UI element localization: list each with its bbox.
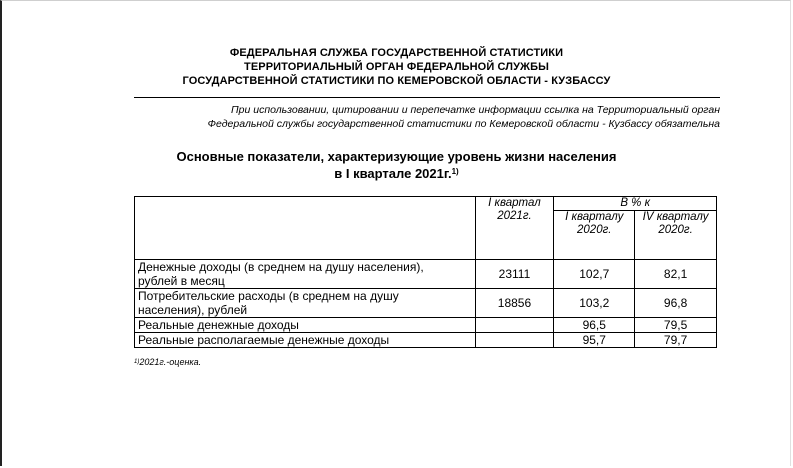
row-vs-q1-2020: 103,2 — [554, 289, 635, 318]
header-percent-group: В % к — [554, 197, 717, 211]
header-col-a-line-1: I кварталу — [565, 211, 624, 223]
footnote-text: 2021г.-оценка. — [139, 357, 202, 367]
title-line-1: Основные показатели, характеризующие уровень жизни населения — [176, 149, 617, 164]
table-footnote — [134, 357, 201, 368]
row-quarter-value — [475, 318, 554, 333]
living-standards-table — [134, 196, 717, 348]
row-vs-q1-2020: 96,5 — [554, 318, 635, 333]
header-quarter-line-1: I квартал — [488, 197, 541, 209]
table-row — [135, 289, 717, 318]
row-vs-q1-2020: 95,7 — [554, 333, 635, 348]
row-vs-q1-2020: 102,7 — [554, 260, 635, 289]
header-col-b-line-2: 2020г. — [658, 224, 693, 236]
row-quarter-value: 23111 — [475, 260, 554, 289]
header-line-2: ТЕРРИТОРИАЛЬНЫЙ ОРГАН ФЕДЕРАЛЬНОЙ СЛУЖБЫ — [244, 61, 549, 73]
table-header-row-1 — [135, 197, 717, 211]
document-header — [0, 46, 793, 88]
header-quarter-line-2: 2021г. — [497, 210, 532, 222]
row-indicator-line-1: Потребительские расходы (в среднем на душу — [138, 289, 399, 303]
table-title — [0, 148, 793, 182]
row-indicator: Реальные денежные доходы — [135, 318, 476, 333]
row-vs-q4-2020: 96,8 — [635, 289, 717, 318]
header-indicator-cell — [135, 197, 476, 260]
row-vs-q4-2020: 82,1 — [635, 260, 717, 289]
header-col-b — [635, 211, 717, 260]
table-row — [135, 333, 717, 348]
title-line-2 — [0, 165, 793, 182]
row-indicator-line-2: населения), рублей — [138, 303, 248, 317]
table-row — [135, 318, 717, 333]
table-row — [135, 260, 717, 289]
row-quarter-value: 18856 — [475, 289, 554, 318]
header-line-1: ФЕДЕРАЛЬНАЯ СЛУЖБА ГОСУДАРСТВЕННОЙ СТАТИСТИКИ — [229, 47, 564, 59]
notice-line-2: Федеральной службы государственной статистики по Кемеровской области - Кузбассу обязательна — [207, 118, 720, 130]
row-indicator — [135, 289, 476, 318]
row-vs-q4-2020: 79,5 — [635, 318, 717, 333]
notice-line-1: При использовании, цитировании и перепечатке информации ссылка на Территориальный орган — [231, 104, 720, 116]
row-indicator: Реальные располагаемые денежные доходы — [135, 333, 476, 348]
header-line-3: ГОСУДАРСТВЕННОЙ СТАТИСТИКИ ПО КЕМЕРОВСКОЙ ОБЛАСТИ - КУЗБАССУ — [182, 75, 611, 87]
header-divider — [134, 97, 720, 98]
header-quarter-cell — [475, 197, 554, 260]
copyright-notice — [120, 103, 720, 131]
row-indicator-line-2: рублей в месяц — [138, 274, 225, 288]
header-col-b-line-1: IV кварталу — [642, 211, 709, 223]
header-col-a — [554, 211, 635, 260]
row-indicator-line-1: Денежные доходы (в среднем на душу населения), — [138, 260, 424, 274]
title-line-2-text: в I квартале 2021г. — [334, 166, 452, 181]
row-vs-q4-2020: 79,7 — [635, 333, 717, 348]
footnote-mark: 1) — [134, 359, 140, 365]
title-footnote-mark: 1) — [451, 167, 459, 176]
row-indicator — [135, 260, 476, 289]
row-quarter-value — [475, 333, 554, 348]
header-col-a-line-2: 2020г. — [577, 224, 612, 236]
